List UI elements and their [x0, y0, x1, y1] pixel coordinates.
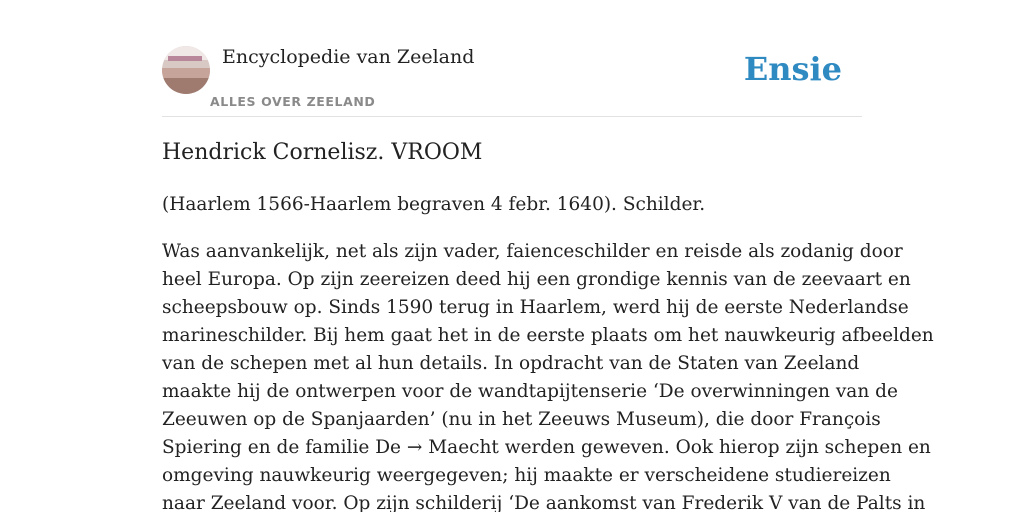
- article-body-line: maakte hij de ontwerpen voor de wandtapijtenserie ‘De overwinningen van de: [162, 381, 898, 402]
- site-tagline: ALLES OVER ZEELAND: [210, 94, 376, 109]
- site-avatar[interactable]: [162, 46, 210, 94]
- article-body-line: marineschilder. Bij hem gaat het in de eerste plaats om het nauwkeurig afbeelden: [162, 325, 934, 346]
- article-body: [162, 238, 934, 512]
- article-body-line: van de schepen met al hun details. In opdracht van de Staten van Zeeland: [162, 353, 860, 374]
- article-body-line: Zeeuwen op de Spanjaarden’ (nu in het Zeeuws Museum), die door François: [162, 409, 881, 430]
- article-lead: (Haarlem 1566-Haarlem begraven 4 febr. 1640). Schilder.: [162, 194, 706, 215]
- avatar-image-ground: [162, 78, 210, 94]
- ensie-logo-link[interactable]: Ensie: [743, 50, 842, 88]
- article-body-line: Was aanvankelijk, net als zijn vader, faienceschilder en reisde als zodanig door: [162, 241, 903, 262]
- article-title: Hendrick Cornelisz. VROOM: [162, 140, 483, 165]
- article-body-line: scheepsbouw op. Sinds 1590 terug in Haarlem, werd hij de eerste Nederlandse: [162, 297, 909, 318]
- site-header: [162, 44, 862, 117]
- avatar-image-accent: [168, 56, 202, 61]
- avatar-image-mid: [162, 68, 210, 78]
- article-body-line: omgeving nauwkeurig weergegeven; hij maakte er verscheidene studiereizen: [162, 465, 891, 486]
- site-name-link[interactable]: Encyclopedie van Zeeland: [222, 46, 475, 68]
- article-body-line: heel Europa. Op zijn zeereizen deed hij een grondige kennis van de zeevaart en: [162, 269, 911, 290]
- article-body-line: naar Zeeland voor. Op zijn schilderij ‘De aankomst van Frederik V van de Palts in: [162, 493, 926, 512]
- article-body-line: Spiering en de familie De → Maecht werden geweven. Ook hierop zijn schepen en: [162, 437, 931, 458]
